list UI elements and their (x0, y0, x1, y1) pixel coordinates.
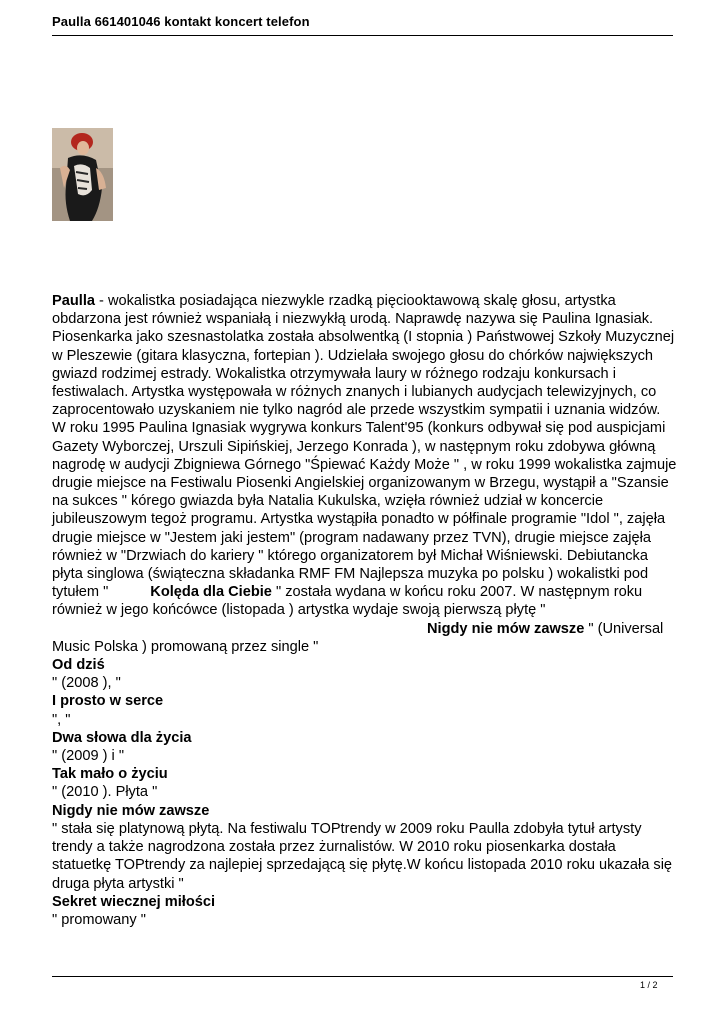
text-line: " (2009 ) i " (52, 748, 125, 765)
single-title-dwa-slowa: Dwa słowa dla życia (52, 729, 192, 746)
bold-line (52, 893, 677, 911)
page-header-title: Paulla 661401046 kontakt koncert telefon (52, 14, 310, 29)
bold-line (52, 692, 677, 710)
text-line: ", " (52, 711, 71, 728)
single-title-od-dzis: Od dziś (52, 657, 105, 674)
album-title-sekret: Sekret wiecznej miłości (52, 893, 216, 910)
bold-line (52, 765, 677, 783)
bold-line (52, 656, 677, 674)
header-divider (52, 35, 673, 36)
artist-photo (52, 128, 113, 221)
single-title-tak-malo: Tak mało o życiu (52, 766, 168, 783)
article-paragraph (52, 292, 677, 656)
footer-divider (52, 976, 673, 977)
paragraph-text-2: " została wydana w końcu roku 2007. W następnym roku również w jego końcówce (listopada ) artystka wydaje swoją pierwszą płytę " (52, 584, 643, 619)
text-line: " promowany " (52, 911, 146, 928)
single-title-i-prosto-w-serce: I prosto w serce (52, 693, 164, 710)
single-title-koleda: Kolęda dla Ciebie (150, 584, 272, 601)
paragraph-text-3: " (Universal Music Polska ) promowaną przez single " (52, 620, 664, 655)
text-line: " stała się platynową płytą. Na festiwalu TOPtrendy w 2009 roku Paulla zdobyła tytuł artysty trendy a także nagrodzona została przez żurnalistów. W 2010 roku piosenkarka dostała statuetkę TOPtrendy za najlepiej sprzedającą się płytę.W końcu listopada 2010 roku ukazała się druga płyta artystki " (52, 820, 673, 892)
article-body (52, 292, 677, 929)
bold-line (52, 802, 677, 820)
page-number: 1 / 2 (640, 980, 658, 990)
text-line: " (2008 ), " (52, 675, 121, 692)
text-line: " (2010 ). Płyta " (52, 784, 158, 801)
bold-line (52, 729, 677, 747)
album-title-nigdy: Nigdy nie mów zawsze (427, 620, 585, 637)
artist-photo-image (52, 128, 113, 221)
paragraph-text-1: - wokalistka posiadająca niezwykle rzadką pięciooktawową skalę głosu, artystka obdarzona jest również wspaniałą i niezwykłą urodą. Naprawdę nazywa się Paulina Ignasiak. Piosenkarka jako szesnastolatka została absolwentką (I stopnia ) Państwowej Szkoły Muzycznej w Pleszewie (gitara klasyczna, fortepian ). Udzielała swojego głosu do chórków największych gwiazd rodzimej estrady. Wokalistka otrzymywała laury w różnego rodzaju konkursach i festiwalach. Artystka występowała w różnych znanych i lubianych audycjach telewizyjnych, co zaprocentowało uzyskaniem nie tylko nagród ale przede wszystkim sympatii i uznania widzów. W roku 1995 Paulina Ignasiak wygrywa konkurs Talent'95 (konkurs odbywał się pod auspicjami Gazety Wyborczej, Urszuli Sipińskiej, Jerzego Konrada ), w następnym roku zdobywa główną nagrodę w audycji Zbigniewa Górnego "Śpiewać Każdy Może " , w roku 1999 wokalistka zajmuje drugie miejsce na Festiwalu Piosenki Angielskiej organizowanym w Brzegu, wystąpił a "Szansie na sukces " kórego gwiazda była Natalia Kukulska, wzięła również udział w koncercie jubileuszowym tegoż programu. Artystka wystąpiła ponadto w półfinale programie "Idol ", zajęła drugie miejsce w "Jestem jaki jestem" (program nadawany przez TVN), drugie miejsce zajęła również w "Drzwiach do kariery " którego organizatorem był Michał Wiśniewski. Debiutancka płyta singlowa (świąteczna składanka RMF FM Najlepsza muzyka po polsku ) wokalistki pod tytułem " (52, 293, 677, 601)
artist-name: Paulla (52, 293, 95, 309)
album-title-nigdy-2: Nigdy nie mów zawsze (52, 802, 210, 819)
